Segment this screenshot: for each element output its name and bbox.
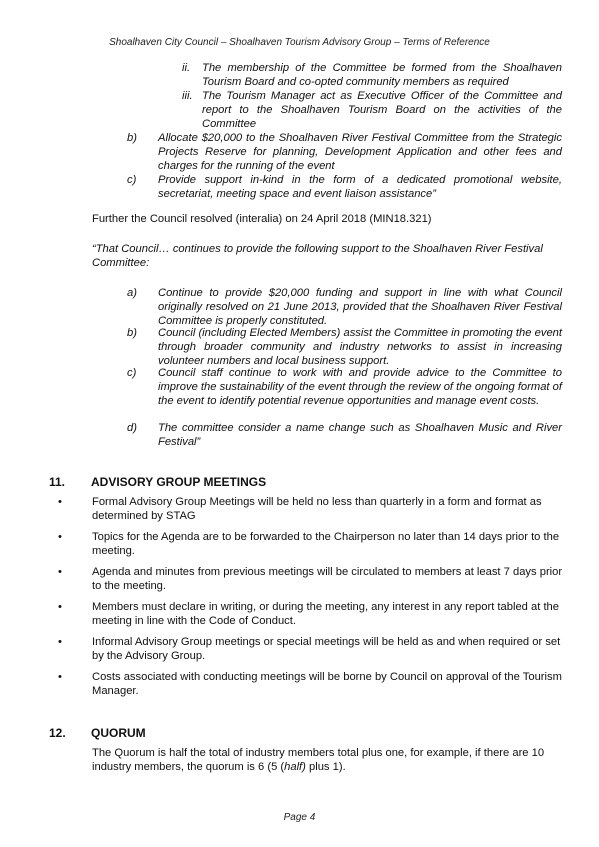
bullet-text: Formal Advisory Group Meetings will be held no less than quarterly in a form and format as determined by STAG (92, 496, 542, 522)
quorum-text-end: plus 1). (305, 761, 346, 773)
bullet-icon: • (58, 671, 62, 683)
list-item-letter: a) (127, 287, 137, 299)
page-header: Shoalhaven City Council – Shoalhaven Tourism Advisory Group – Terms of Reference (109, 37, 490, 48)
bullet-text: Costs associated with conducting meetings will be borne by Council on approval of the Tourism Manager. (92, 671, 562, 697)
list-item (127, 421, 562, 449)
list-item (127, 173, 562, 201)
list-item-text: The committee consider a name change such as Shoalhaven Music and River Festival” (158, 422, 562, 448)
section-number: 11. (49, 475, 66, 489)
list-item-letter: d) (127, 422, 137, 434)
bullet-icon: • (58, 566, 62, 578)
roman-item (182, 61, 562, 89)
bullet-text: Agenda and minutes from previous meetings will be circulated to members at least 7 days prior to the meeting. (92, 566, 563, 592)
roman-item-text: The Tourism Manager act as Executive Officer of the Committee and report to the Shoalhaven Tourism Board on the activities of the Committee (202, 90, 562, 130)
section-title: QUORUM (91, 726, 146, 740)
bullet-icon: • (58, 636, 62, 648)
roman-item-number: ii. (182, 62, 191, 74)
list-item-letter: c) (127, 174, 137, 186)
list-item-letter: c) (127, 367, 137, 379)
bullet-item (58, 495, 568, 523)
bullet-item (58, 600, 568, 628)
roman-item-number: iii. (182, 90, 193, 102)
bullet-item (58, 635, 568, 663)
bullet-text: Members must declare in writing, or during the meeting, any interest in any report tabled at the meeting in line with the Code of Conduct. (92, 601, 560, 627)
bullet-icon: • (58, 531, 62, 543)
bullet-text: Informal Advisory Group meetings or special meetings will be held as and when required or set by the Advisory Group. (92, 636, 561, 662)
list-item-text: Allocate $20,000 to the Shoalhaven River Festival Committee from the Strategic Projects Reserve for planning, Development Application and other fees and charges for the running of the event (158, 132, 562, 172)
list-item (127, 326, 562, 368)
bullet-icon: • (58, 601, 62, 613)
quorum-text-italic: half) (284, 761, 306, 773)
roman-item (182, 89, 562, 131)
quote-intro-paragraph: “That Council… continues to provide the following support to the Shoalhaven River Festival Committee: (92, 243, 543, 269)
list-item-letter: b) (127, 132, 137, 144)
list-item (127, 131, 562, 173)
bullet-icon: • (58, 496, 62, 508)
section-number: 12. (49, 726, 66, 740)
section-heading (49, 726, 146, 740)
quorum-paragraph (92, 746, 562, 774)
bullet-item (58, 530, 568, 558)
roman-item-text: The membership of the Committee be formed from the Shoalhaven Tourism Board and co-opted community members as required (202, 62, 562, 88)
list-item-letter: b) (127, 327, 137, 339)
further-resolved-paragraph: Further the Council resolved (interalia) on 24 April 2018 (MIN18.321) (92, 213, 432, 225)
list-item-text: Provide support in-kind in the form of a dedicated promotional website, secretariat, meeting space and event liaison assistance” (158, 174, 562, 200)
quorum-text-start: The Quorum is half the total of industry members total plus one, for example, if there are 10 industry members, the quorum is 6 (5 ( (92, 747, 545, 773)
list-item-text: Council (including Elected Members) assist the Committee in promoting the event through broader community and industry networks to assist in increasing volunteer numbers and local business support. (158, 327, 562, 367)
bullet-text: Topics for the Agenda are to be forwarded to the Chairperson no later than 14 days prior to the meeting. (92, 531, 560, 557)
list-item (127, 366, 562, 408)
bullet-item (58, 670, 568, 698)
section-title: ADVISORY GROUP MEETINGS (91, 475, 267, 489)
list-item-text: Continue to provide $20,000 funding and support in line with what Council originally resolved on 21 June 2013, provided that the Shoalhaven River Festival Committee is properly constituted. (158, 287, 562, 327)
page-number: Page 4 (283, 812, 316, 823)
list-item-text: Council staff continue to work with and provide advice to the Committee to improve the sustainability of the event through the review of the ongoing format of the event to identify potential revenue opportunities and manage event costs. (158, 367, 562, 407)
bullet-item (58, 565, 568, 593)
list-item (127, 286, 562, 328)
section-heading (49, 475, 266, 489)
